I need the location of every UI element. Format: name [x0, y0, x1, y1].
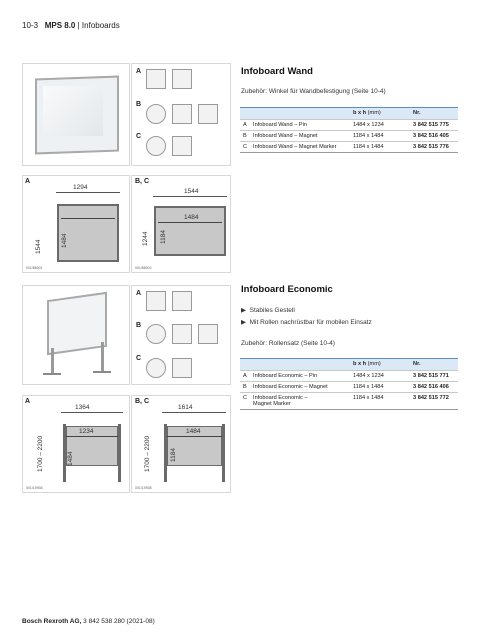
- bullet-text: Stabiles Gestell: [249, 307, 295, 314]
- height-inner-dimension: 1484: [67, 451, 74, 466]
- variant-letter-b: B: [136, 322, 142, 329]
- magnetic-grid-icon: [198, 104, 218, 124]
- marker-pen-icon: [172, 358, 192, 378]
- header-separator: |: [77, 21, 80, 30]
- size-header-unit: (mm): [367, 110, 381, 117]
- table-row: [240, 130, 458, 141]
- bullet-text: Mit Rollen nachrüstbar für mobilen Einsatz: [249, 319, 372, 326]
- height-inner-dimension: 1184: [170, 448, 177, 462]
- variant-letter-b: B: [136, 101, 142, 108]
- spec-column-header: [240, 359, 250, 370]
- wand-icon-panel: [131, 63, 231, 166]
- economic-bullet-1: ▶ Stabiles Gestell: [241, 307, 295, 314]
- width-inner-dimension: 1234: [79, 428, 94, 435]
- width-outer-dimension: 1294: [73, 184, 88, 191]
- economic-spec-table: [240, 359, 458, 410]
- page-number: 10-3: [22, 21, 39, 30]
- diagram-ref: 001/88001: [26, 266, 43, 270]
- economic-diagram-a: [22, 395, 130, 493]
- diagram-ref: 001/88002: [135, 266, 152, 270]
- page-header: [22, 21, 120, 30]
- image-pin-icon: [172, 69, 192, 89]
- width-inner-dimension: 1484: [186, 428, 201, 435]
- table-row: [240, 381, 458, 392]
- row-code: B: [240, 130, 250, 141]
- spec-column-header: [250, 359, 350, 370]
- magnet-marker-icon: [146, 358, 166, 378]
- economic-title: Infoboard Economic: [241, 284, 333, 295]
- image-pin-icon: [172, 291, 192, 311]
- diagram-ref: 001/19938: [135, 486, 152, 490]
- diagram-label: B, C: [135, 398, 149, 405]
- variant-letter-c: C: [136, 133, 142, 140]
- magnet-marker-icon: [146, 136, 166, 156]
- variant-letter-a: A: [136, 68, 142, 75]
- diagram-label: A: [25, 398, 31, 405]
- size-header-label: b x h: [353, 110, 367, 117]
- magnet-holder-icon: [172, 104, 192, 124]
- variant-letter-c: C: [136, 355, 142, 362]
- row-name: Infoboard Wand – Magnet: [250, 130, 350, 141]
- size-column-header: [350, 359, 410, 370]
- economic-accessory-text: Zubehör: Rollensatz (Seite 10-4): [241, 340, 335, 347]
- magnet-holder-icon: [172, 324, 192, 344]
- row-size: 1184 x 1484: [350, 141, 410, 152]
- height-inner-dimension: 1184: [160, 230, 167, 244]
- row-name-line2: Magnet Marker: [253, 400, 291, 407]
- row-nr: 3 842 515 772: [410, 392, 458, 409]
- size-header-label: b x h: [353, 361, 367, 368]
- width-inner-dimension: 1484: [184, 214, 199, 221]
- diagram-ref: 001/19936: [26, 486, 43, 490]
- row-size: 1184 x 1484: [350, 392, 410, 409]
- economic-icon-panel: [131, 285, 231, 385]
- economic-bullet-2: ▶ Mit Rollen nachrüstbar für mobilen Einsatz: [241, 319, 372, 326]
- nr-column-header: Nr.: [410, 359, 458, 370]
- spec-column-header: [240, 108, 250, 119]
- footer-doc-number: 3 842 538 280 (2021-08): [83, 618, 155, 625]
- height-outer-dimension: 1700 – 2200: [37, 435, 44, 472]
- product-name: MPS 8.0: [44, 21, 76, 30]
- row-size: 1484 x 1234: [350, 119, 410, 130]
- wand-accessory-text: Zubehör: Winkel für Wandbefestigung (Seite 10-4): [241, 88, 386, 95]
- row-code: B: [240, 381, 250, 392]
- row-code: A: [240, 370, 250, 381]
- row-size: 1184 x 1484: [350, 381, 410, 392]
- diagram-label: A: [25, 178, 31, 185]
- row-code: A: [240, 119, 250, 130]
- row-code: C: [240, 392, 250, 409]
- magnetic-grid-icon: [198, 324, 218, 344]
- row-name: Infoboard Wand – Pin: [250, 119, 350, 130]
- nr-column-header: Nr.: [410, 108, 458, 119]
- row-nr: 3 842 515 771: [410, 370, 458, 381]
- diagram-label: B, C: [135, 178, 149, 185]
- row-size: 1184 x 1484: [350, 130, 410, 141]
- marker-pen-icon: [172, 136, 192, 156]
- wand-spec-table: [240, 108, 458, 153]
- row-name: [250, 392, 350, 409]
- pin-icon: [146, 69, 166, 89]
- page-footer: [22, 618, 155, 625]
- spec-column-header: [250, 108, 350, 119]
- row-name-line1: Infoboard Economic –: [253, 394, 308, 401]
- row-name: Infoboard Economic – Magnet: [250, 381, 350, 392]
- height-inner-dimension: 1484: [61, 233, 68, 248]
- row-nr: 3 842 515 775: [410, 119, 458, 130]
- pin-icon: [146, 291, 166, 311]
- table-row: [240, 370, 458, 381]
- row-nr: 3 842 516 405: [410, 130, 458, 141]
- footer-company: Bosch Rexroth AG,: [22, 618, 82, 625]
- economic-photo: [22, 285, 130, 385]
- row-name: Infoboard Economic – Pin: [250, 370, 350, 381]
- magnet-icon: [146, 104, 166, 124]
- economic-diagram-bc: [131, 395, 231, 493]
- height-outer-dimension: 1244: [142, 231, 149, 246]
- wand-photo: [22, 63, 130, 166]
- height-outer-dimension: 1544: [35, 239, 42, 254]
- width-outer-dimension: 1614: [178, 404, 193, 411]
- height-outer-dimension: 1700 – 2200: [144, 435, 151, 472]
- row-nr: 3 842 515 776: [410, 141, 458, 152]
- row-code: C: [240, 141, 250, 152]
- row-name: Infoboard Wand – Magnet Marker: [250, 141, 350, 152]
- row-size: 1484 x 1234: [350, 370, 410, 381]
- size-header-unit: (mm): [367, 361, 381, 368]
- table-row: [240, 119, 458, 130]
- section-name: Infoboards: [81, 21, 120, 30]
- width-outer-dimension: 1544: [184, 188, 199, 195]
- wand-title: Infoboard Wand: [241, 66, 313, 77]
- width-outer-dimension: 1364: [75, 404, 90, 411]
- wand-diagram-bc: [131, 175, 231, 273]
- table-row: [240, 392, 458, 409]
- wand-diagram-a: [22, 175, 130, 273]
- size-column-header: [350, 108, 410, 119]
- row-nr: 3 842 516 406: [410, 381, 458, 392]
- table-row: [240, 141, 458, 152]
- variant-letter-a: A: [136, 290, 142, 297]
- magnet-icon: [146, 324, 166, 344]
